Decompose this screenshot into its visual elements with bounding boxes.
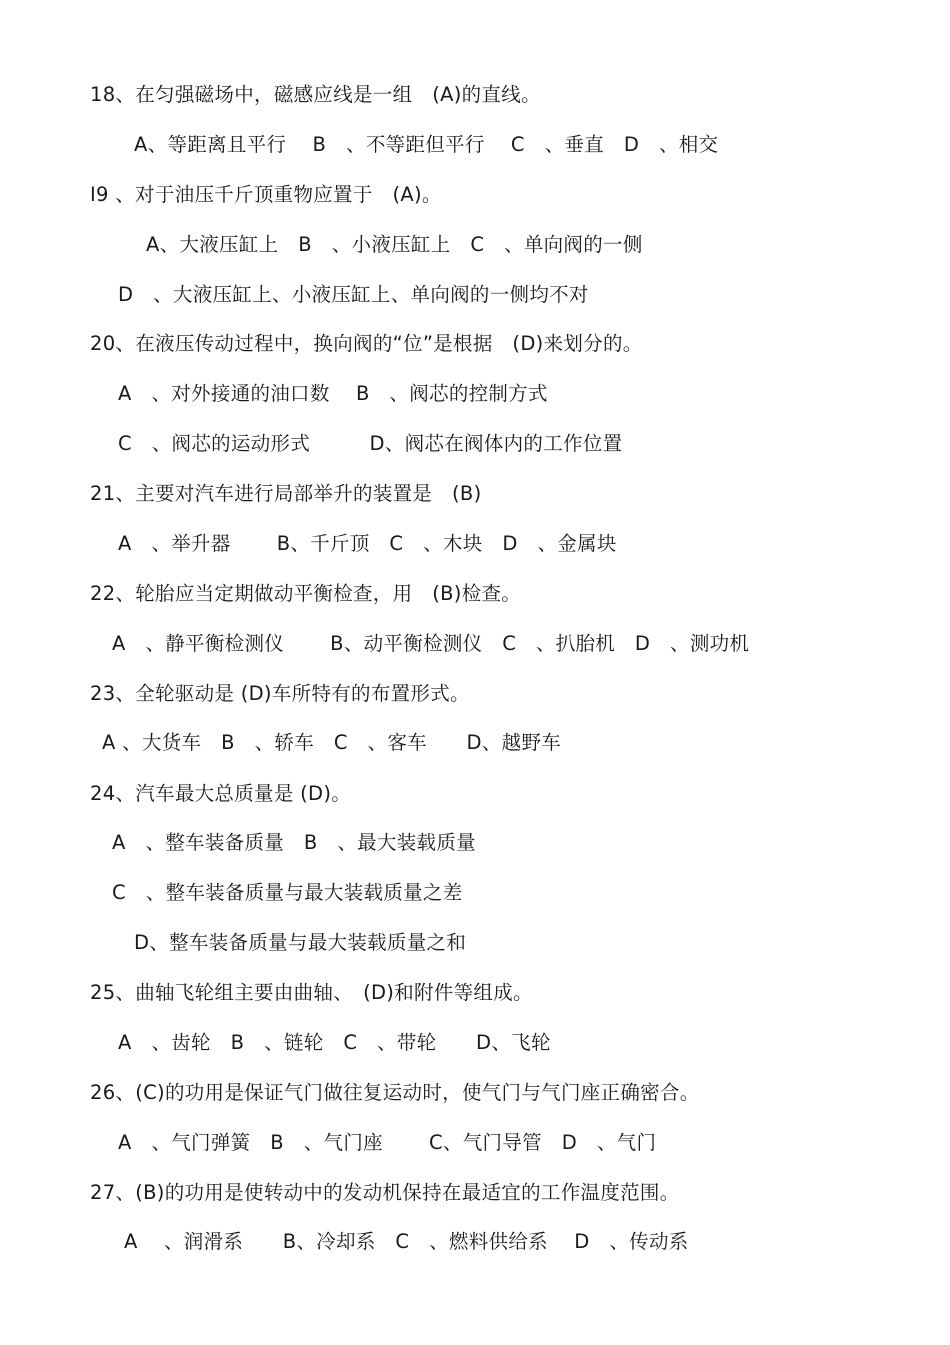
question-20: 20、在液压传动过程中，换向阀的“位”是根据 (D)来划分的。 <box>90 332 643 355</box>
question-18: 18、在匀强磁场中，磁感应线是一组 (A)的直线。 <box>90 83 541 106</box>
question-23: 23、全轮驱动是 (D)车所特有的布置形式。 <box>90 682 470 705</box>
question-19-options-2: D 、大液压缸上、小液压缸上、单向阀的一侧均不对 <box>118 283 589 306</box>
question-24: 24、汽车最大总质量是 (D)。 <box>90 782 352 805</box>
question-21: 21、主要对汽车进行局部举升的装置是 (B) <box>90 482 482 505</box>
question-24-options-2: C 、整车装备质量与最大装载质量之差 <box>112 881 463 904</box>
question-18-options: A、等距离且平行 B 、不等距但平行 C 、垂直 D 、相交 <box>134 133 719 156</box>
question-20-options-1: A 、对外接通的油口数 B 、阀芯的控制方式 <box>118 382 548 405</box>
question-22: 22、轮胎应当定期做动平衡检查，用 (B)检查。 <box>90 582 522 605</box>
question-24-options-3: D、整车装备质量与最大装载质量之和 <box>134 931 467 954</box>
question-22-options: A 、静平衡检测仪 B、动平衡检测仪 C 、扒胎机 D 、测功机 <box>112 632 750 655</box>
question-26: 26、(C)的功用是保证气门做往复运动时，使气门与气门座正确密合。 <box>90 1081 700 1104</box>
question-20-options-2: C 、阀芯的运动形式 D、阀芯在阀体内的工作位置 <box>118 432 623 455</box>
question-26-options: A 、气门弹簧 B 、气门座 C、气门导管 D 、气门 <box>118 1131 657 1154</box>
question-19: I9 、对于油压千斤顶重物应置于 (A)。 <box>90 183 442 206</box>
question-25: 25、曲轴飞轮组主要由曲轴、 (D)和附件等组成。 <box>90 981 533 1004</box>
question-27-options: A 、润滑系 B、冷却系 C 、燃料供给系 D 、传动系 <box>124 1230 689 1253</box>
question-21-options: A 、举升器 B、千斤顶 C 、木块 D 、金属块 <box>118 532 617 555</box>
question-19-options-1: A、大液压缸上 B 、小液压缸上 C 、单向阀的一侧 <box>146 233 643 256</box>
question-24-options-1: A 、整车装备质量 B 、最大装载质量 <box>112 831 476 854</box>
question-25-options: A 、齿轮 B 、链轮 C 、带轮 D、飞轮 <box>118 1031 551 1054</box>
question-27: 27、(B)的功用是使转动中的发动机保持在最适宜的工作温度范围。 <box>90 1181 680 1204</box>
question-23-options: A 、大货车 B 、轿车 C 、客车 D、越野车 <box>102 731 562 754</box>
